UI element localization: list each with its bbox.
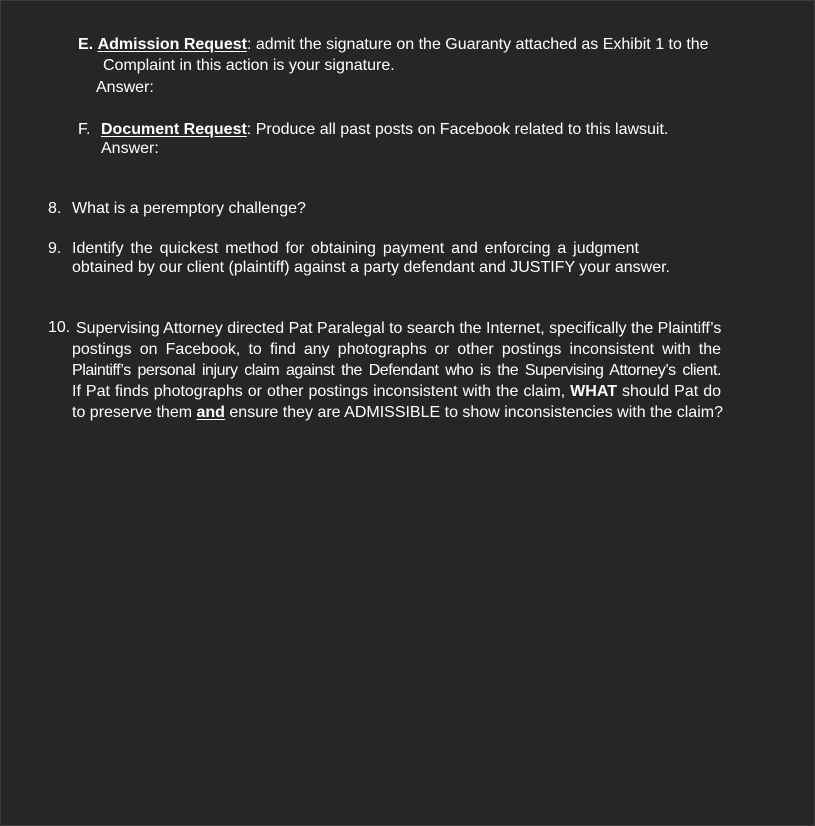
question-10-line5-bold: and	[196, 404, 225, 421]
section-f-answer: Answer:	[101, 140, 159, 157]
question-10-line5-b: ensure they are ADMISSIBLE to show inconsistencies with the claim?	[224, 404, 723, 421]
question-10-body	[72, 339, 721, 423]
question-8	[48, 199, 306, 219]
section-e-text-line1: admit the signature on the Guaranty attached as Exhibit 1 to the	[251, 36, 709, 53]
question-10-number: 10.	[48, 319, 71, 336]
section-f-title: Document Request	[101, 121, 247, 138]
question-10-line2: postings on Facebook, to find any photographs or other postings inconsistent with the	[72, 341, 721, 358]
question-10-line4-a: If Pat finds photographs or other postings inconsistent with the claim,	[72, 383, 571, 400]
question-9-number: 9.	[48, 240, 62, 257]
question-10-line5-a: to preserve them	[72, 404, 197, 421]
question-8-text: What is a peremptory challenge?	[72, 200, 306, 217]
question-10-line3: Plaintiff’s personal injury claim against the Defendant who is the Supervising Attorney’s client.	[72, 362, 721, 379]
section-f-label: F.	[78, 121, 91, 138]
question-10-line1: Supervising Attorney directed Pat Paralegal to search the Internet, specifically the Plaintiff’s	[76, 320, 722, 337]
section-e-label: E.	[78, 36, 94, 53]
question-9-line2: obtained by our client (plaintiff) against a party defendant and JUSTIFY your answer.	[72, 259, 670, 276]
section-e-line1	[78, 35, 709, 55]
question-10-line4-bold: WHAT	[570, 383, 617, 400]
question-8-number: 8.	[48, 200, 62, 217]
section-f-line1	[78, 120, 668, 140]
section-e-answer: Answer:	[96, 79, 154, 96]
section-e-colon: :	[246, 36, 252, 53]
question-9-line1	[72, 239, 639, 259]
question-10-line4-b: should Pat do	[616, 383, 721, 400]
section-e-title: Admission Request	[97, 36, 247, 53]
question-10-line5	[72, 402, 721, 423]
question-10-line1-wrap	[76, 318, 721, 339]
section-f-text: Produce all past posts on Facebook related to this lawsuit.	[251, 121, 669, 138]
section-f-colon: :	[246, 121, 252, 138]
question-9-line1-text: Identify the quickest method for obtaining payment and enforcing a judgment	[72, 240, 639, 257]
section-e-text-line2: Complaint in this action is your signature.	[103, 57, 395, 74]
question-10-line4	[72, 381, 721, 402]
